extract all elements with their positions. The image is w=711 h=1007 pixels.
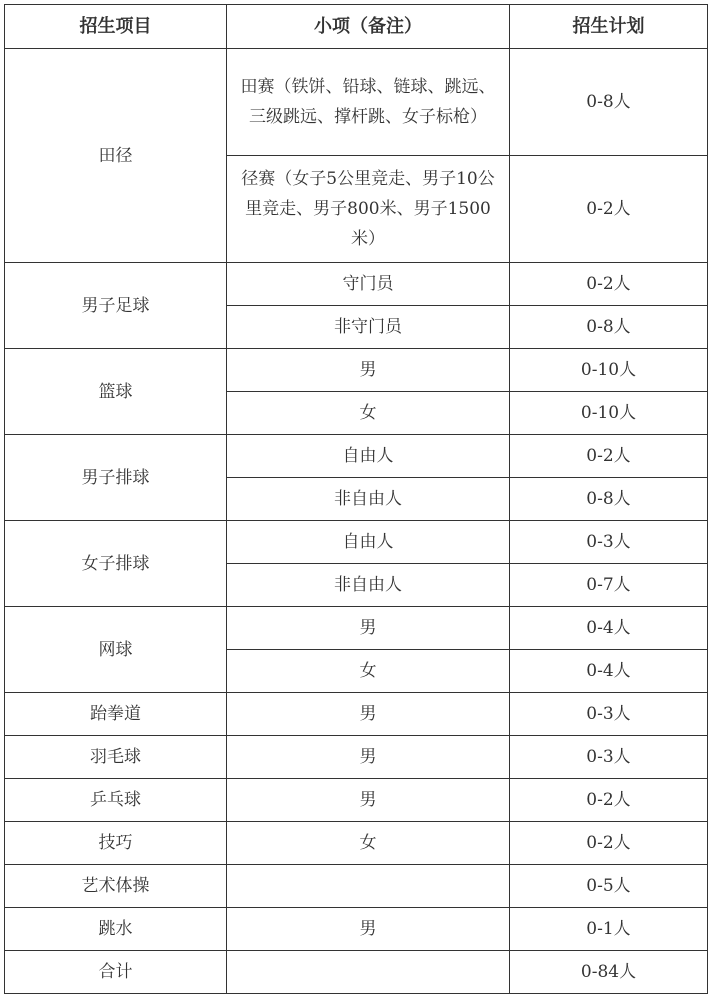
subitem-tennis-male: 男 xyxy=(227,607,510,650)
header-row xyxy=(5,5,708,49)
admissions-plan-table xyxy=(4,4,708,994)
subitem-wv-non-libero: 非自由人 xyxy=(227,564,510,607)
table-row xyxy=(5,736,708,779)
sport-basketball: 篮球 xyxy=(5,349,227,435)
subitem-mv-non-libero: 非自由人 xyxy=(227,478,510,521)
subitem-tennis-female: 女 xyxy=(227,650,510,693)
plan-non-goalkeeper: 0-8人 xyxy=(510,306,708,349)
table-row xyxy=(5,779,708,822)
sport-artistic-gymnastics: 艺术体操 xyxy=(5,865,227,908)
header-subitem: 小项（备注） xyxy=(227,5,510,49)
plan-diving: 0-1人 xyxy=(510,908,708,951)
subitem-table-tennis: 男 xyxy=(227,779,510,822)
table-row xyxy=(5,908,708,951)
subitem-track-events: 径赛（女子5公里竞走、男子10公里竞走、男子800米、男子1500米） xyxy=(227,156,510,263)
sport-taekwondo: 跆拳道 xyxy=(5,693,227,736)
plan-field-events: 0-8人 xyxy=(510,49,708,156)
table-row xyxy=(5,693,708,736)
plan-tennis-male: 0-4人 xyxy=(510,607,708,650)
header-plan: 招生计划 xyxy=(510,5,708,49)
table-row xyxy=(5,49,708,156)
table-row xyxy=(5,865,708,908)
plan-basketball-female: 0-10人 xyxy=(510,392,708,435)
total-label: 合计 xyxy=(5,951,227,994)
plan-artistic-gymnastics: 0-5人 xyxy=(510,865,708,908)
total-plan: 0-84人 xyxy=(510,951,708,994)
header-project: 招生项目 xyxy=(5,5,227,49)
plan-mv-non-libero: 0-8人 xyxy=(510,478,708,521)
sport-diving: 跳水 xyxy=(5,908,227,951)
subitem-goalkeeper: 守门员 xyxy=(227,263,510,306)
subitem-non-goalkeeper: 非守门员 xyxy=(227,306,510,349)
table-row xyxy=(5,521,708,564)
sport-womens-volleyball: 女子排球 xyxy=(5,521,227,607)
plan-track-events: 0-2人 xyxy=(510,156,708,263)
subitem-basketball-female: 女 xyxy=(227,392,510,435)
subitem-mv-libero: 自由人 xyxy=(227,435,510,478)
sport-track-field: 田径 xyxy=(5,49,227,263)
sport-mens-football: 男子足球 xyxy=(5,263,227,349)
subitem-acrobatics: 女 xyxy=(227,822,510,865)
plan-taekwondo: 0-3人 xyxy=(510,693,708,736)
subitem-field-events: 田赛（铁饼、铅球、链球、跳远、三级跳远、撑杆跳、女子标枪） xyxy=(227,49,510,156)
table-row xyxy=(5,349,708,392)
subitem-diving: 男 xyxy=(227,908,510,951)
plan-tennis-female: 0-4人 xyxy=(510,650,708,693)
table-row xyxy=(5,607,708,650)
plan-acrobatics: 0-2人 xyxy=(510,822,708,865)
sport-table-tennis: 乒乓球 xyxy=(5,779,227,822)
subitem-wv-libero: 自由人 xyxy=(227,521,510,564)
subitem-taekwondo: 男 xyxy=(227,693,510,736)
table-row xyxy=(5,435,708,478)
plan-mv-libero: 0-2人 xyxy=(510,435,708,478)
total-subitem xyxy=(227,951,510,994)
table-row xyxy=(5,822,708,865)
subitem-badminton: 男 xyxy=(227,736,510,779)
subitem-basketball-male: 男 xyxy=(227,349,510,392)
sport-acrobatics: 技巧 xyxy=(5,822,227,865)
total-row xyxy=(5,951,708,994)
sport-badminton: 羽毛球 xyxy=(5,736,227,779)
plan-wv-non-libero: 0-7人 xyxy=(510,564,708,607)
sport-tennis: 网球 xyxy=(5,607,227,693)
subitem-artistic-gymnastics xyxy=(227,865,510,908)
plan-goalkeeper: 0-2人 xyxy=(510,263,708,306)
plan-wv-libero: 0-3人 xyxy=(510,521,708,564)
plan-table-tennis: 0-2人 xyxy=(510,779,708,822)
table-row xyxy=(5,263,708,306)
plan-badminton: 0-3人 xyxy=(510,736,708,779)
plan-basketball-male: 0-10人 xyxy=(510,349,708,392)
sport-mens-volleyball: 男子排球 xyxy=(5,435,227,521)
